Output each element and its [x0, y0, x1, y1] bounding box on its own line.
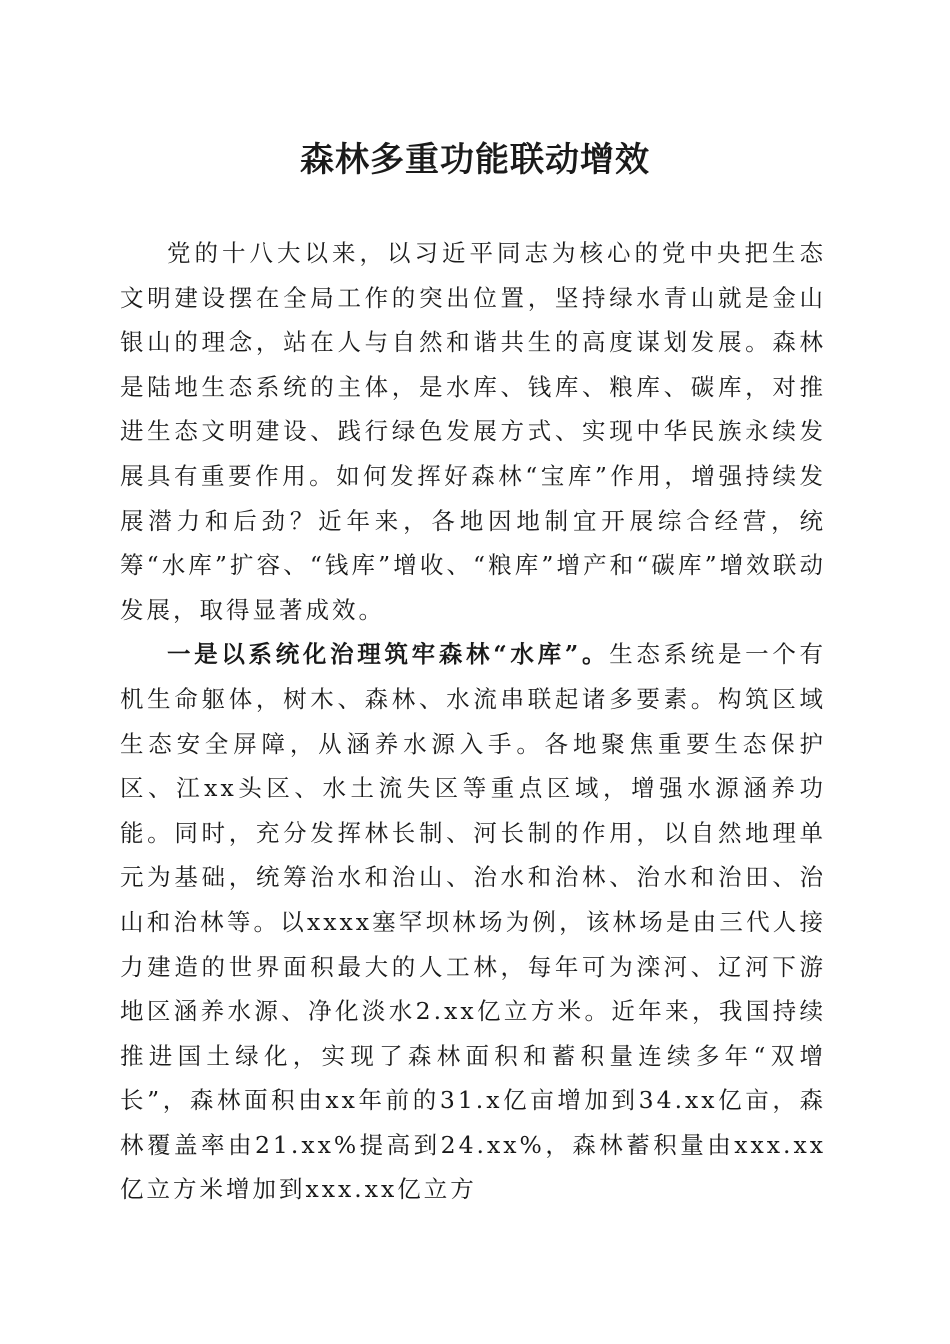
document-title: 森林多重功能联动增效 — [300, 140, 650, 180]
paragraph-water-reservoir-text: 生态系统是一个有机生命躯体，树木、森林、水流串联起诸多要素。构筑区域生态安全屏障，从涵养水源入手。各地聚焦重要生态保护区、江xx头区、水土流失区等重点区域，增强水源涵养功能。同时，充分发挥林长制、河长制的作用，以自然地理单元为基础，统筹治水和治山、治水和治林、治水和治田、治山和治林等。以xxxx塞罕坝林场为例，该林场是由三代人接力建造的世界面积最大的人工林，每年可为滦河、辽河下游地区涵养水源、净化淡水2.xx亿立方米。近年来，我国持续推进国土绿化，实现了森林面积和蓄积量连续多年“双增长”，森林面积由xx年前的31.x亿亩增加到34.xx亿亩，森林覆盖率由21.xx%提高到24.xx%，森林蓄积量由xxx.xx亿立方米增加到xxx.xx亿立方 — [120, 640, 827, 1204]
paragraph-water-reservoir — [120, 632, 826, 1212]
paragraph-lead-heading: 一是以系统化治理筑牢森林“水库”。 — [167, 640, 610, 669]
paragraph-intro — [120, 231, 826, 632]
document-body — [120, 231, 826, 1212]
paragraph-intro-text: 党的十八大以来，以习近平同志为核心的党中央把生态文明建设摆在全局工作的突出位置，坚持绿水青山就是金山银山的理念，站在人与自然和谐共生的高度谋划发展。森林是陆地生态系统的主体，是水库、钱库、粮库、碳库，对推进生态文明建设、践行绿色发展方式、实现中华民族永续发展具有重要作用。如何发挥好森林“宝库”作用，增强持续发展潜力和后劲？近年来，各地因地制宜开展综合经营，统筹“水库”扩容、“钱库”增收、“粮库”增产和“碳库”增效联动发展，取得显著成效。 — [120, 239, 826, 624]
